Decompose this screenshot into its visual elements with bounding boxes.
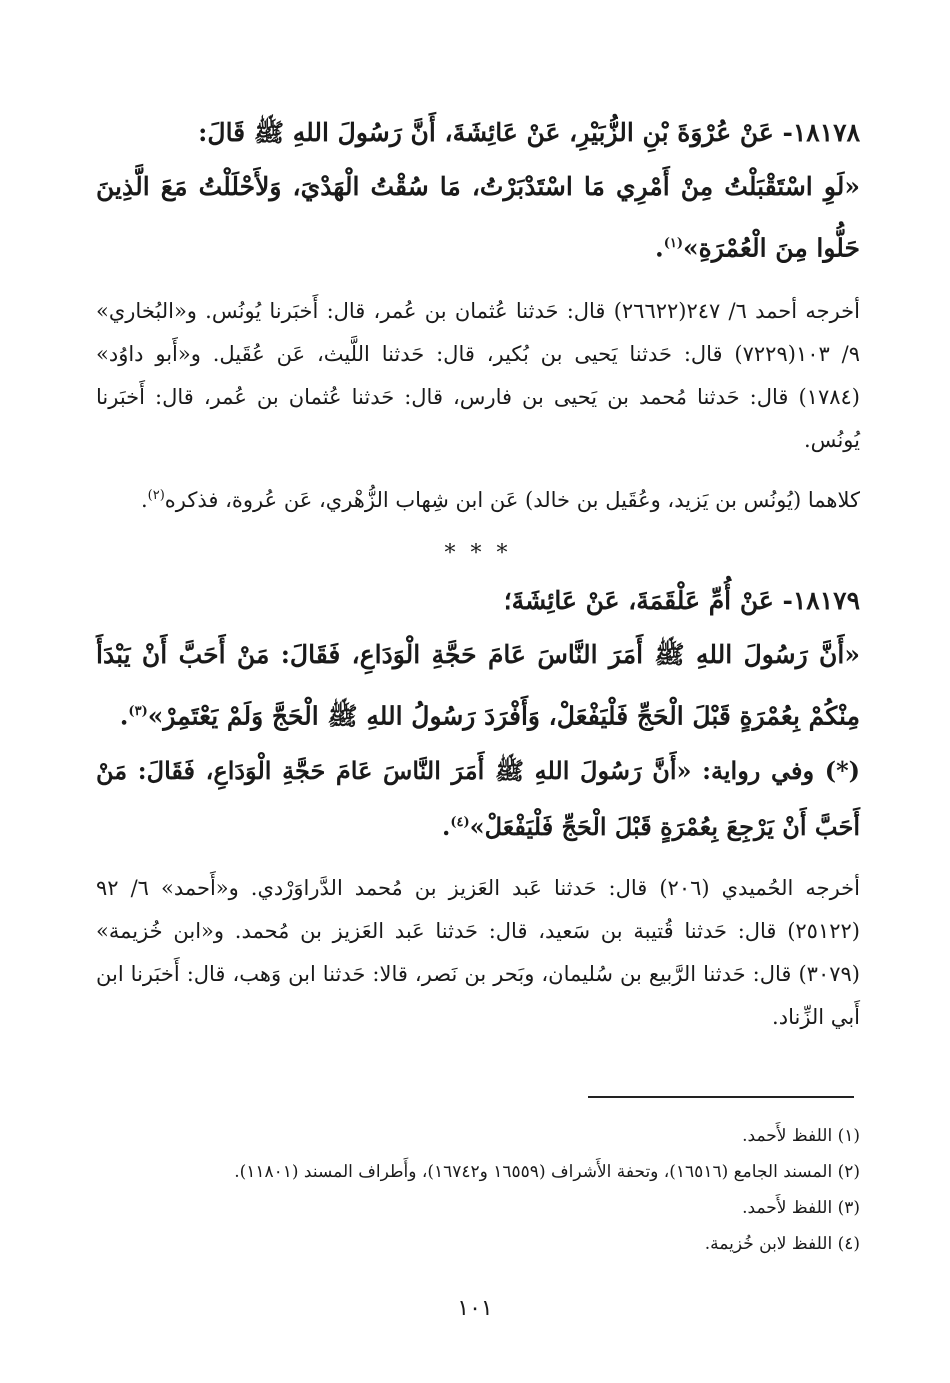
hadith-18179-riwaya <box>96 745 860 853</box>
hadith-18179-takhrij: أخرجه الحُميدي (٢٠٦) قال: حَدثنا عَبد العَزيز بن مُحمد الدَّراوَرْدي. و«أَحمد» ٦/ ٩٢ (٢٥١٢٢) قال: حَدثنا قُتيبة بن سَعيد، قال: حَدثنا عَبد العَزيز بن مُحمد. و«ابن خُزيمة» (٣٠٧٩) قال: حَدثنا الرَّبيع بن سُليمان، وبَحر بن نَصر، قالا: حَدثنا ابن وَهب، قال: أَخبَرنا ابن أَبي الزِّناد. <box>96 875 860 1029</box>
hadith-18178-takhrij: أخرجه أحمد ٦/ ٢٤٧(٢٦٦٢٢) قال: حَدثنا عُثمان بن عُمر، قال: أَخبَرنا يُونُس. و«البُخاري» ٩/ ١٠٣(٧٢٢٩) قال: حَدثنا يَحيى بن بُكير، قال: حَدثنا اللَّيث، عَن عُقَيل. و«أَبو داوُد» (١٧٨٤) قال: حَدثنا مُحمد بن يَحيى بن فارس، قال: حَدثنا عُثمان بن عُمر، قال: أَخبَرنا يُونُس. <box>96 299 860 453</box>
hadith-18179-text <box>96 626 860 744</box>
period: . <box>140 488 148 513</box>
hadith-18179-matn: «أَنَّ رَسُولَ اللهِ ﷺ أَمَرَ النَّاسَ عَامَ حَجَّةِ الْوَدَاعِ، فَقَالَ: مَنْ أَحَبَّ أَنْ يَبْدَأَ مِنْكُمْ بِعُمْرَةٍ قَبْلَ الْحَجِّ فَلْيَفْعَلْ، وَأَفْرَدَ رَسُولُ اللهِ ﷺ الْحَجَّ وَلَمْ يَعْتَمِرْ» <box>96 640 860 731</box>
footnote-ref-4[interactable]: (٤) <box>450 814 470 830</box>
hadith-18178-text <box>96 158 860 276</box>
period: . <box>441 811 451 841</box>
footnotes <box>96 1118 860 1262</box>
section-separator: * * * <box>444 541 512 567</box>
page-body <box>96 108 860 1039</box>
both-text: كلاهما (يُونُس بن يَزيد، وعُقَيل بن خالد) عَن ابن شِهاب الزُّهْري، عَن عُروة، فذكره <box>164 488 860 513</box>
footnote-ref-3[interactable]: (٣) <box>128 704 148 720</box>
hadith-18179-title: ١٨١٧٩- عَنْ أُمِّ عَلْقَمَةَ، عَنْ عَائِشَةَ؛ <box>503 586 860 616</box>
footnote-4: (٤) اللفظ لابن خُزيمة. <box>704 1234 860 1254</box>
footnote-1: (١) اللفظ لأَحمد. <box>742 1126 860 1146</box>
hadith-18178-title: ١٨١٧٨- عَنْ عُرْوَةَ بْنِ الزُّبَيْرِ، عَنْ عَائِشَةَ، أَنَّ رَسُولَ اللهِ ﷺ قَالَ: <box>198 118 860 147</box>
period: . <box>119 701 129 731</box>
hadith-18178-both <box>96 474 860 522</box>
period: . <box>654 233 664 263</box>
riwaya-text: (*) وفي رواية: «أَنَّ رَسُولَ اللهِ ﷺ أَمَرَ النَّاسَ عَامَ حَجَّةِ الْوَدَاعِ، فَقَالَ: مَنْ أَحَبَّ أَنْ يَرْجِعَ بِعُمْرَةٍ قَبْلَ الْحَجِّ فَلْيَفْعَلْ» <box>96 755 860 841</box>
footnote-ref-1[interactable]: (١) <box>663 236 683 251</box>
footnote-ref-2[interactable]: (٢) <box>147 488 165 504</box>
footnote-3: (٣) اللفظ لأَحمد. <box>742 1198 860 1218</box>
footnote-2: (٢) المسند الجامع (١٦٥١٦)، وتحفة الأَشراف (١٦٥٥٩ و١٦٧٤٢)، وأَطراف المسند (١١٨٠١). <box>234 1162 860 1182</box>
hadith-18178-matn: «لَوِ اسْتَقْبَلْتُ مِنْ أَمْرِي مَا اسْتَدْبَرْتُ، مَا سُقْتُ الْهَدْيَ، وَلأَحْلَلْتُ مَعَ الَّذِينَ حَلُّوا مِنَ الْعُمْرَةِ» <box>96 172 860 263</box>
footnote-divider <box>588 1096 854 1098</box>
page-number: ١٠١ <box>457 1296 493 1321</box>
